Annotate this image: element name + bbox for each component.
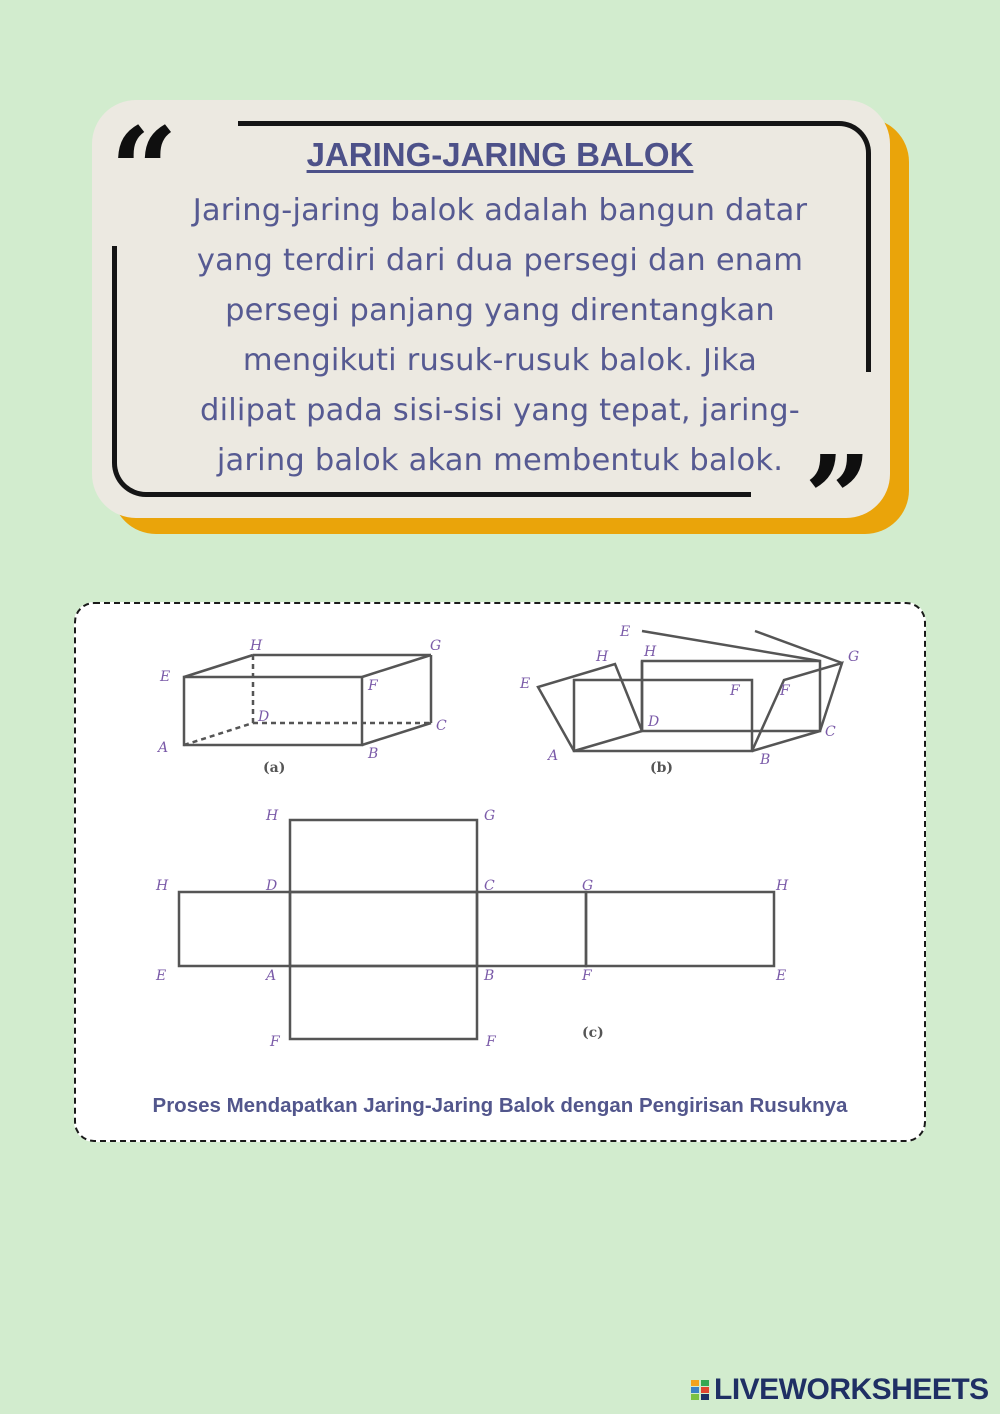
vertex-label: C (484, 878, 495, 894)
vertex-label: D (648, 714, 660, 730)
close-quote-icon: ” (804, 429, 872, 568)
card-body-line: dilipat pada sisi-sisi yang tepat, jaring- (200, 393, 800, 428)
vertex-label: B (368, 746, 379, 762)
open-quote-icon: “ (110, 101, 178, 240)
card-body-line: Jaring-jaring balok adalah bangun datar (192, 193, 808, 228)
vertex-label: F (730, 683, 740, 699)
vertex-label: H (250, 638, 263, 654)
vertex-label: F (486, 1034, 496, 1050)
brand-watermark[interactable] (690, 1372, 989, 1408)
vertex-label: G (582, 878, 594, 894)
vertex-label: F (780, 683, 790, 699)
vertex-label: E (156, 968, 167, 984)
vertex-label: B (484, 968, 495, 984)
vertex-label: F (582, 968, 592, 984)
vertex-label: D (266, 878, 278, 894)
vertex-label: C (436, 718, 447, 734)
card-body-line: jaring balok akan membentuk balok. (216, 443, 784, 478)
vertex-label: F (270, 1034, 280, 1050)
vertex-label: G (484, 808, 496, 824)
vertex-label: B (760, 752, 771, 768)
vertex-label: A (158, 740, 169, 756)
vertex-label: F (368, 678, 378, 694)
vertex-label: E (776, 968, 787, 984)
liveworksheets-logo-icon (690, 1378, 710, 1402)
vertex-label: H (266, 808, 279, 824)
vertex-label: H (644, 644, 657, 660)
vertex-labels-a (156, 638, 447, 762)
panel-label-c: (c) (582, 1025, 604, 1041)
panel-label-b: (b) (650, 760, 674, 776)
vertex-labels-c (155, 808, 789, 1050)
brand-name: LIVEWORKSHEETS (714, 1373, 989, 1406)
card-body-line: yang terdiri dari dua persegi dan enam (196, 243, 804, 278)
vertex-label: H (156, 878, 169, 894)
cuboid-net-c-drawing (179, 820, 774, 1039)
vertex-label: D (258, 709, 270, 725)
card-body-line: mengikuti rusuk-rusuk balok. Jika (242, 343, 758, 378)
cuboid-b-drawing (538, 631, 842, 751)
vertex-label: A (266, 968, 277, 984)
vertex-label: E (160, 669, 171, 685)
card-title: JARING-JARING BALOK (306, 136, 694, 173)
cuboid-a-drawing (184, 655, 431, 745)
vertex-label: H (776, 878, 789, 894)
vertex-label: H (596, 649, 609, 665)
vertex-label: A (548, 748, 559, 764)
figure-caption: Proses Mendapatkan Jaring-Jaring Balok dengan Pengirisan Rusuknya (152, 1094, 848, 1117)
vertex-label: G (430, 638, 442, 654)
card-body-line: persegi panjang yang direntangkan (225, 293, 775, 328)
vertex-label: G (848, 649, 860, 665)
vertex-label: C (825, 724, 836, 740)
vertex-label: E (520, 676, 531, 692)
vertex-label: E (620, 624, 631, 640)
panel-label-a: (a) (263, 760, 286, 776)
